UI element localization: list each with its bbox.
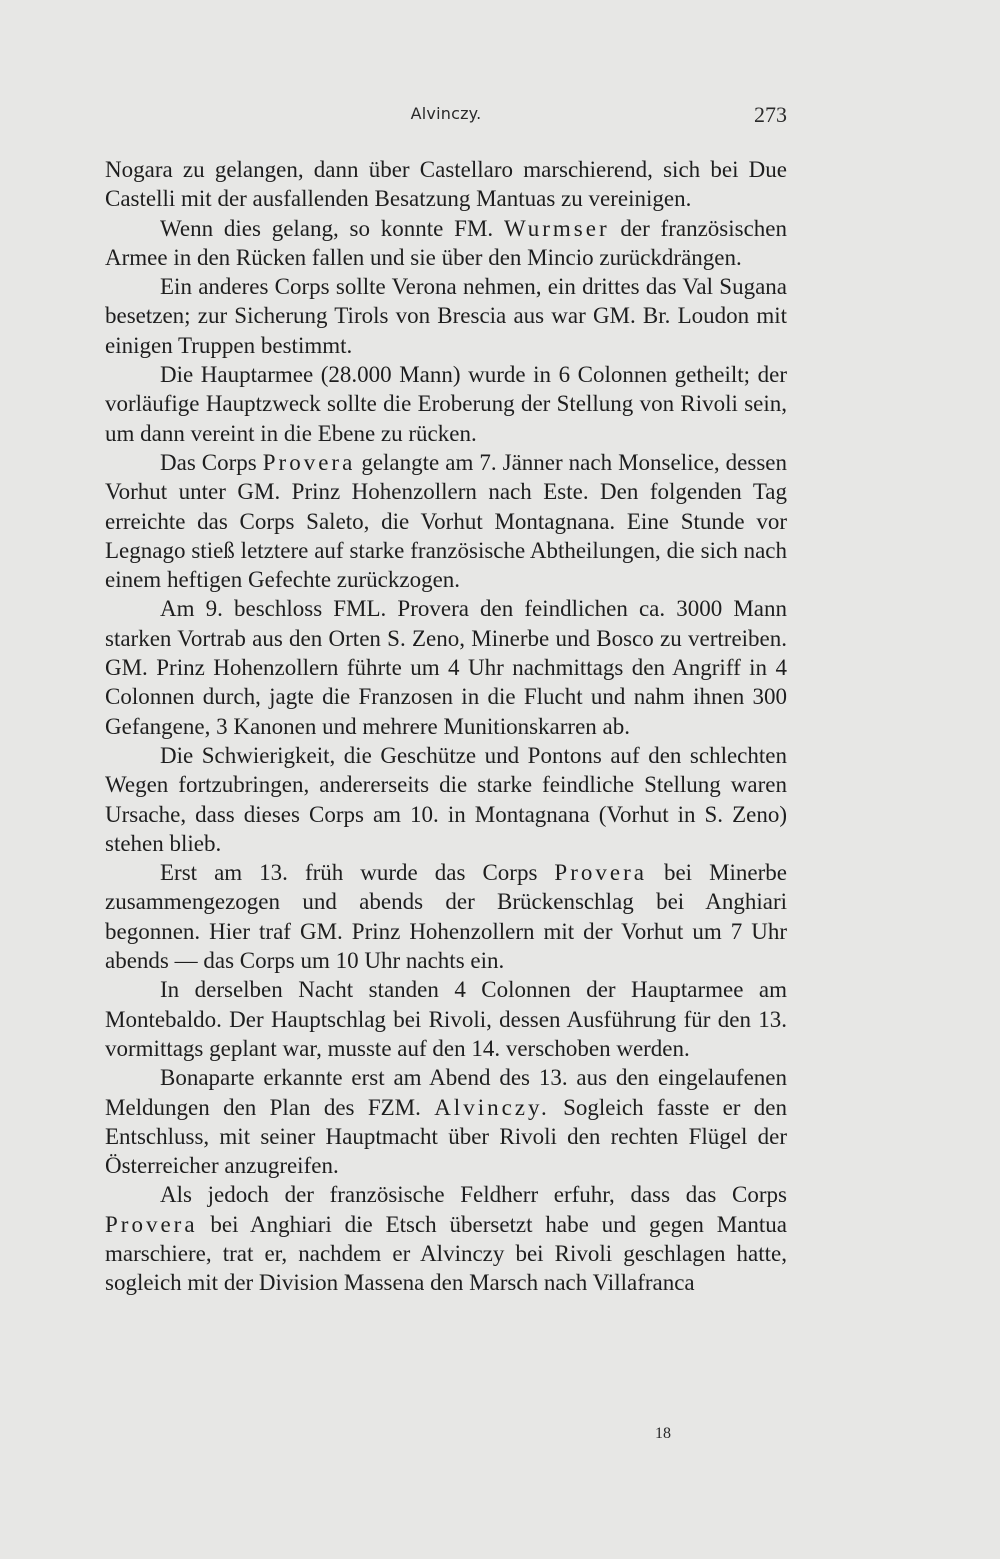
paragraph: [105, 858, 787, 975]
paragraph: [105, 360, 787, 448]
spaced-name: Provera: [105, 1211, 198, 1237]
paragraph: [105, 1180, 787, 1297]
text-segment: Die Schwierigkeit, die Geschütze und Pontons auf den schlechten Wegen fortzubringen, andererseits die starke feindliche Stellung waren Ursache, dass dieses Corps am 10. in Montagnana (Vorhut in S. Zeno) stehen blieb.: [105, 742, 787, 856]
text-segment: gelangte am 7. Jänner nach Monselice, dessen Vorhut unter GM. Prinz Hohenzollern nach Este. Den folgenden Tag erreichte das Corps Saleto, die Vorhut Montagnana. Eine Stunde vor Legnago stieß letztere auf starke französische Abtheilungen, die sich nach einem heftigen Gefechte zurückzogen.: [105, 449, 787, 593]
spaced-name: Provera: [262, 449, 356, 475]
paragraph: [105, 741, 787, 858]
text-segment: der französischen Armee in den Rücken fallen und sie über den Mincio zurückdrängen.: [105, 215, 787, 270]
text-segment: In derselben Nacht standen 4 Colonnen der Hauptarmee am Montebaldo. Der Hauptschlag bei Rivoli, dessen Ausführung für den 13. vormittags geplant war, musste auf den 14. verschoben werden.: [105, 977, 787, 1061]
text-segment: bei Minerbe zusammengezogen und abends der Brückenschlag bei Anghiari begonnen. Hier traf GM. Prinz Hohenzollern mit der Vorhut um 7 Uhr abends — das Corps um 10 Uhr nachts ein.: [105, 860, 787, 974]
paragraph: [105, 594, 787, 740]
text-segment: Erst am 13. früh wurde das Corps: [160, 860, 555, 886]
running-title: Alvinczy.: [410, 104, 482, 123]
text-segment: bei Anghiari die Etsch übersetzt habe und gegen Mantua marschiere, trat er, nachdem er Alvinczy bei Rivoli geschlagen hatte, sogleich mit der Division Massena den Marsch nach Villafranca: [105, 1211, 787, 1296]
body-text: [105, 155, 787, 1298]
paragraph: [105, 155, 787, 214]
paragraph: [105, 214, 787, 273]
text-segment: Als jedoch der französische Feldherr erfuhr, dass das Corps: [160, 1182, 787, 1208]
text-segment: Das Corps: [160, 449, 263, 475]
text-segment: Am 9. beschloss FML. Provera den feindlichen ca. 3000 Mann starken Vortrab aus den Orten S. Zeno, Minerbe und Bosco zu vertreiben. GM. Prinz Hohenzollern führte um 4 Uhr nachmittags den Angriff in 4 Colonnen durch, jagte die Franzosen in die Flucht und nahm ihnen 300 Gefangene, 3 Kanonen und mehrere Munitionskarren ab.: [105, 596, 787, 739]
spaced-name: Alvinczy.: [434, 1094, 550, 1120]
text-segment: Bonaparte erkannte erst am Abend des 13. aus den eingelaufenen Meldungen den Plan des FZM.: [105, 1065, 787, 1120]
page-number: 273: [754, 102, 787, 127]
paragraph: [105, 448, 787, 594]
paragraph: [105, 272, 787, 360]
spaced-name: Wurmser: [503, 215, 610, 241]
page-header: [105, 100, 787, 132]
signature-mark: 18: [655, 1425, 671, 1442]
paragraph: [105, 975, 787, 1063]
text-segment: Die Hauptarmee (28.000 Mann) wurde in 6 Colonnen getheilt; der vorläufige Hauptzweck sollte die Eroberung der Stellung von Rivoli sein, um dann vereint in die Ebene zu rücken.: [105, 362, 787, 446]
text-segment: Ein anderes Corps sollte Verona nehmen, ein drittes das Val Sugana besetzen; zur Sicherung Tirols von Brescia aus war GM. Br. Loudon mit einigen Truppen bestimmt.: [105, 274, 787, 358]
spaced-name: Provera: [554, 860, 647, 886]
text-segment: Nogara zu gelangen, dann über Castellaro marschierend, sich bei Due Castelli mit der ausfallenden Besatzung Mantuas zu vereinigen.: [105, 157, 787, 212]
text-segment: Wenn dies gelang, so konnte FM.: [160, 215, 504, 241]
text-segment: Sogleich fasste er den Entschluss, mit seiner Hauptmacht über Rivoli den rechten Flügel der Österreicher anzugreifen.: [105, 1094, 787, 1179]
paragraph: [105, 1063, 787, 1180]
